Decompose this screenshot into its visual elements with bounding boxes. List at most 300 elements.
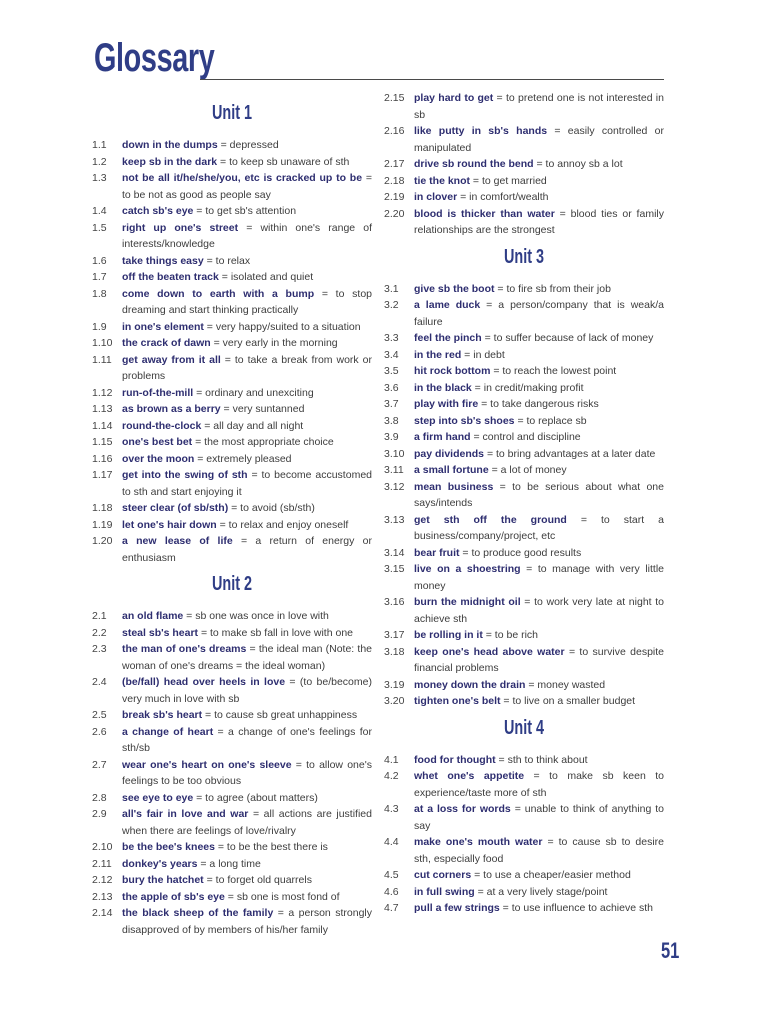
entry-number: 2.13 — [92, 890, 113, 903]
entry-definition: = a person strongly disapproved of by members of his/her family — [122, 907, 373, 936]
glossary-entry — [384, 446, 664, 463]
glossary-entry — [92, 608, 372, 625]
entry-number: 3.12 — [384, 480, 405, 493]
entry-number: 2.4 — [92, 676, 107, 688]
glossary-entry — [384, 479, 664, 512]
entry-text — [414, 281, 664, 298]
entry-number: 4.6 — [384, 885, 399, 898]
glossary-entry — [384, 330, 664, 347]
entry-number: 4.2 — [384, 770, 399, 782]
entry-number: 3.14 — [384, 546, 405, 559]
entry-definition: = to bring advantages at a later date — [484, 447, 656, 460]
glossary-entry — [92, 385, 372, 402]
entry-text — [122, 674, 372, 707]
entry-number: 2.7 — [92, 758, 107, 771]
entry-term: bear fruit — [414, 546, 460, 559]
entry-definition: = to be serious about what one says/intends — [414, 480, 664, 509]
glossary-entry — [92, 319, 372, 336]
entry-definition: = ordinary and unexciting — [193, 386, 314, 399]
entry-text — [122, 418, 372, 435]
glossary-entry — [92, 707, 372, 724]
glossary-entry — [92, 517, 372, 534]
entry-definition: = in debt — [461, 348, 505, 361]
entry-term: at a loss for words — [414, 803, 511, 815]
entry-definition: = within one's range of interests/knowledge — [122, 221, 372, 250]
entry-definition: = extremely pleased — [194, 452, 292, 465]
entry-term: in full swing — [414, 885, 475, 898]
entry-definition: = a person/company that is weak/a failure — [414, 299, 664, 328]
entry-text — [414, 123, 664, 156]
glossary-entry — [384, 281, 664, 298]
entry-term: cut corners — [414, 869, 472, 881]
entry-term: all's fair in love and war — [122, 808, 249, 820]
entry-text — [414, 644, 664, 677]
entry-number: 1.17 — [92, 469, 113, 481]
entry-term: take things easy — [122, 254, 204, 267]
glossary-entry — [384, 644, 664, 677]
entry-definition: = at a very lively stage/point — [474, 885, 608, 898]
entry-definition: = to live on a smaller budget — [500, 695, 636, 707]
entry-term: keep sb in the dark — [122, 155, 218, 168]
glossary-entry — [92, 286, 372, 319]
glossary-entry — [92, 724, 372, 757]
entry-number: 1.6 — [92, 254, 107, 267]
entry-number: 2.11 — [92, 857, 112, 870]
entry-term: catch sb's eye — [122, 205, 194, 217]
glossary-entry — [384, 429, 664, 446]
entry-definition: = to survive despite financial problems — [414, 645, 664, 674]
title-rule — [200, 79, 664, 80]
entry-definition: = to use a cheaper/easier method — [471, 869, 631, 881]
entry-term: the apple of sb's eye — [122, 890, 225, 903]
entry-term: right up one's street — [122, 221, 239, 234]
entry-term: run-of-the-mill — [122, 386, 194, 399]
entry-text — [122, 839, 372, 856]
entry-term: mean business — [414, 480, 494, 493]
glossary-entry — [92, 451, 372, 468]
entry-text — [414, 347, 664, 364]
entry-definition: = very happy/suited to a situation — [203, 320, 361, 333]
entry-term: be rolling in it — [414, 629, 483, 641]
entry-term: the black sheep of the family — [122, 907, 274, 919]
entry-text — [414, 867, 664, 884]
glossary-entry — [384, 396, 664, 413]
entry-text — [414, 189, 664, 206]
glossary-entry — [92, 533, 372, 566]
glossary-entry — [384, 545, 664, 562]
glossary-entry — [384, 297, 664, 330]
entry-number: 2.18 — [384, 174, 405, 187]
entry-text — [122, 137, 372, 154]
glossary-entry — [384, 512, 664, 545]
entry-number: 3.3 — [384, 332, 399, 344]
glossary-entry — [92, 418, 372, 435]
glossary-entry — [92, 500, 372, 517]
entry-definition: = to be rich — [482, 629, 538, 641]
entry-text — [122, 401, 372, 418]
entry-number: 1.14 — [92, 419, 113, 432]
glossary-entry — [384, 189, 664, 206]
entry-definition: = to reach the lowest point — [490, 365, 617, 377]
entry-number: 2.5 — [92, 709, 107, 721]
glossary-entry — [384, 752, 664, 769]
entry-term: in one's element — [122, 320, 204, 333]
entry-term: an old flame — [122, 610, 184, 622]
entry-text — [122, 608, 372, 625]
entry-definition: = to take dangerous risks — [478, 398, 599, 410]
entry-text — [122, 451, 372, 468]
entry-number: 3.6 — [384, 381, 399, 394]
entry-number: 3.2 — [384, 299, 399, 311]
entry-definition: = to avoid (sb/sth) — [228, 502, 315, 514]
glossary-entry — [384, 693, 664, 710]
entry-definition: = to manage with very little money — [414, 563, 664, 592]
entry-definition: = to forget old quarrels — [203, 874, 312, 886]
glossary-entry — [384, 834, 664, 867]
entry-text — [122, 517, 372, 534]
entry-text — [414, 363, 664, 380]
entry-text — [414, 677, 664, 694]
entry-text — [122, 385, 372, 402]
glossary-entry — [384, 462, 664, 479]
glossary-entry — [92, 839, 372, 856]
glossary-entry — [384, 206, 664, 239]
entry-definition: = to keep sb unaware of sth — [217, 155, 350, 168]
entry-definition: = to take a break from work or problems — [122, 353, 373, 382]
entry-term: food for thought — [414, 753, 496, 766]
entry-definition: = to use influence to achieve sth — [499, 902, 653, 914]
entry-term: the crack of dawn — [122, 337, 211, 349]
entry-number: 2.1 — [92, 610, 107, 622]
entry-term: in the black — [414, 381, 472, 394]
entry-number: 2.10 — [92, 841, 113, 853]
entry-text — [414, 297, 664, 330]
entry-number: 1.9 — [92, 320, 107, 333]
entry-number: 1.4 — [92, 205, 107, 217]
entry-definition: = the ideal man (Note: the woman of one's dreams = the ideal woman) — [122, 643, 373, 672]
entry-definition: = to be not as good as people say — [122, 172, 372, 201]
entry-definition: = a change of one's feelings for sth/sb — [122, 725, 372, 754]
entry-number: 1.2 — [92, 155, 107, 168]
entry-term: step into sb's shoes — [414, 414, 515, 427]
entry-text — [122, 533, 372, 566]
entry-text — [414, 693, 664, 710]
entry-text — [122, 905, 372, 938]
entry-term: round-the-clock — [122, 419, 202, 432]
entry-term: steal sb's heart — [122, 626, 199, 639]
glossary-entry — [384, 90, 664, 123]
entry-definition: = very early in the morning — [210, 337, 338, 349]
entry-term: in the red — [414, 348, 462, 361]
entry-number: 4.1 — [384, 753, 399, 766]
glossary-entry — [92, 674, 372, 707]
entry-text — [122, 170, 372, 203]
glossary-entry — [384, 561, 664, 594]
entry-text — [122, 707, 372, 724]
entry-term: tie the knot — [414, 174, 471, 187]
glossary-entry — [384, 867, 664, 884]
entry-number: 3.16 — [384, 596, 405, 608]
entry-definition: = unable to think of anything to say — [414, 803, 665, 832]
glossary-entry — [92, 352, 372, 385]
glossary-column-left — [92, 95, 372, 938]
glossary-entry — [384, 801, 664, 834]
entry-term: a lame duck — [414, 299, 481, 311]
entry-text — [414, 156, 664, 173]
glossary-entry — [384, 884, 664, 901]
glossary-entry — [384, 900, 664, 917]
entry-number: 1.1 — [92, 139, 107, 151]
entry-text — [122, 856, 372, 873]
glossary-entry — [384, 156, 664, 173]
glossary-entry — [92, 269, 372, 286]
entry-term: hit rock bottom — [414, 365, 491, 377]
entry-definition: = blood ties or family relationships are the strongest — [414, 207, 664, 236]
entry-term: off the beaten track — [122, 271, 219, 283]
glossary-column-right — [384, 90, 664, 917]
entry-definition: = to make sb fall in love with one — [198, 626, 354, 639]
entry-number: 1.16 — [92, 452, 113, 465]
unit-heading: Unit 3 — [503, 245, 545, 268]
entry-text — [414, 801, 664, 834]
entry-definition: = to replace sb — [514, 414, 587, 427]
glossary-entry — [92, 757, 372, 790]
entry-text — [122, 352, 372, 385]
entry-number: 2.20 — [384, 207, 405, 220]
entry-text — [122, 790, 372, 807]
entry-number: 2.17 — [384, 158, 405, 170]
entry-definition: = to produce good results — [459, 546, 582, 559]
entry-definition: = to annoy sb a lot — [533, 158, 623, 170]
entry-definition: = to cause sb to desire sth, especially food — [414, 836, 664, 865]
entry-number: 2.14 — [92, 907, 113, 919]
entry-definition: = to relax and enjoy oneself — [216, 518, 349, 531]
entry-number: 2.6 — [92, 725, 107, 738]
entry-text — [414, 627, 664, 644]
entry-number: 2.2 — [92, 626, 107, 639]
entry-term: (be/fall) head over heels in love — [122, 676, 286, 688]
glossary-entry — [92, 170, 372, 203]
glossary-entry — [384, 380, 664, 397]
entry-definition: = all day and all night — [201, 419, 304, 432]
entry-definition: = money wasted — [525, 678, 606, 691]
entry-term: the man of one's dreams — [122, 643, 247, 655]
entry-number: 2.8 — [92, 791, 107, 804]
entry-text — [122, 641, 372, 674]
entry-definition: = to cause sb great unhappiness — [202, 709, 358, 721]
entry-text — [122, 286, 372, 319]
entry-text — [414, 206, 664, 239]
entry-text — [122, 872, 372, 889]
entry-definition: = easily controlled or manipulated — [414, 125, 665, 154]
glossary-entry — [92, 220, 372, 253]
entry-text — [414, 462, 664, 479]
entry-definition: = (to be/become) very much in love with sb — [122, 676, 372, 705]
unit-heading: Unit 4 — [503, 716, 545, 739]
entry-term: as brown as a berry — [122, 403, 221, 415]
entry-term: a small fortune — [414, 464, 489, 476]
entry-text — [122, 154, 372, 171]
entry-number: 3.11 — [384, 464, 404, 476]
entry-text — [414, 545, 664, 562]
entry-text — [414, 900, 664, 917]
entry-number: 2.3 — [92, 643, 107, 655]
entry-number: 3.10 — [384, 447, 405, 460]
entry-text — [122, 889, 372, 906]
entry-term: pay dividends — [414, 447, 485, 460]
entry-number: 3.1 — [384, 282, 399, 295]
entry-term: not be all it/he/she/you, etc is cracked up to be — [122, 172, 363, 184]
entry-text — [122, 319, 372, 336]
glossary-entry — [384, 363, 664, 380]
entry-definition: = to suffer because of lack of money — [481, 332, 654, 344]
entry-text — [122, 724, 372, 757]
entry-term: get sth off the ground — [414, 513, 567, 526]
entry-number: 3.17 — [384, 629, 405, 641]
entry-text — [414, 173, 664, 190]
glossary-entry — [384, 347, 664, 364]
entry-definition: = a long time — [197, 857, 261, 870]
entry-term: make one's mouth water — [414, 836, 543, 848]
entry-definition: = to start a business/company/project, etc — [414, 513, 664, 542]
entry-number: 1.19 — [92, 518, 113, 531]
entry-number: 4.7 — [384, 902, 399, 914]
entry-number: 3.15 — [384, 563, 405, 575]
entry-text — [414, 884, 664, 901]
entry-number: 1.8 — [92, 287, 107, 300]
page-title: Glossary — [94, 36, 215, 80]
entry-number: 3.19 — [384, 678, 405, 691]
glossary-entry — [92, 806, 372, 839]
entry-term: money down the drain — [414, 678, 526, 691]
glossary-entry — [384, 768, 664, 801]
entry-term: feel the pinch — [414, 332, 482, 344]
glossary-entry — [92, 401, 372, 418]
entry-text — [414, 834, 664, 867]
glossary-entry — [92, 434, 372, 451]
entry-text — [414, 752, 664, 769]
glossary-entry — [92, 625, 372, 642]
glossary-entry — [92, 154, 372, 171]
entry-text — [122, 500, 372, 517]
entry-definition: = to fire sb from their job — [494, 282, 611, 295]
glossary-entry — [384, 413, 664, 430]
entry-term: whet one's appetite — [414, 770, 525, 782]
entry-term: come down to earth with a bump — [122, 287, 315, 300]
entry-number: 3.8 — [384, 414, 399, 427]
entry-number: 4.5 — [384, 869, 399, 881]
entry-text — [414, 90, 664, 123]
entry-definition: = sb one is most fond of — [224, 890, 340, 903]
entry-definition: = isolated and quiet — [218, 271, 314, 283]
entry-definition: = the most appropriate choice — [192, 436, 334, 448]
entry-term: like putty in sb's hands — [414, 125, 548, 137]
entry-text — [122, 253, 372, 270]
entry-text — [414, 446, 664, 463]
glossary-entry — [92, 203, 372, 220]
entry-term: drive sb round the bend — [414, 158, 534, 170]
entry-number: 1.15 — [92, 436, 113, 448]
glossary-entry — [92, 790, 372, 807]
entry-number: 2.16 — [384, 125, 405, 137]
entry-text — [122, 220, 372, 253]
entry-text — [122, 806, 372, 839]
entry-text — [122, 757, 372, 790]
entry-number: 1.18 — [92, 502, 113, 514]
glossary-entry — [92, 335, 372, 352]
entry-definition: = to pretend one is not interested in sb — [414, 92, 664, 121]
unit-heading: Unit 1 — [211, 102, 253, 124]
entry-definition: = all actions are justified when there are feelings of love/rivalry — [122, 808, 372, 837]
entry-term: a firm hand — [414, 431, 471, 443]
entry-term: get into the swing of sth — [122, 469, 248, 481]
entry-definition: = depressed — [217, 139, 279, 151]
entry-text — [122, 203, 372, 220]
glossary-entry — [384, 173, 664, 190]
glossary-entry — [92, 253, 372, 270]
entry-definition: = to make sb keen to experience/taste more of sth — [414, 770, 664, 799]
entry-number: 2.12 — [92, 874, 113, 886]
entry-text — [414, 594, 664, 627]
glossary-entry — [384, 594, 664, 627]
entry-term: steer clear (of sb/sth) — [122, 502, 229, 514]
entry-number: 1.3 — [92, 172, 107, 184]
entry-number: 3.5 — [384, 365, 399, 377]
entry-definition: = to become accustomed to sth and start enjoying it — [122, 469, 372, 498]
entry-definition: = in comfort/wealth — [457, 191, 549, 203]
entry-text — [122, 625, 372, 642]
entry-term: see eye to eye — [122, 791, 194, 804]
glossary-entry — [92, 856, 372, 873]
entry-number: 2.19 — [384, 191, 405, 203]
glossary-entry — [384, 677, 664, 694]
entry-number: 3.9 — [384, 431, 399, 443]
entry-text — [414, 561, 664, 594]
entry-definition: = sth to think about — [495, 753, 588, 766]
entry-text — [122, 434, 372, 451]
glossary-entry — [384, 123, 664, 156]
entry-definition: = a lot of money — [488, 464, 567, 476]
entry-text — [414, 479, 664, 512]
glossary-entry — [384, 627, 664, 644]
glossary-entry — [92, 137, 372, 154]
entry-text — [414, 429, 664, 446]
entry-number: 3.4 — [384, 348, 399, 361]
entry-term: a new lease of life — [122, 535, 233, 547]
entry-definition: = to stop dreaming and start thinking practically — [122, 287, 372, 316]
entry-text — [414, 512, 664, 545]
entry-number: 1.5 — [92, 221, 107, 234]
entry-term: one's best bet — [122, 436, 193, 448]
entry-number: 3.20 — [384, 695, 405, 707]
entry-number: 4.4 — [384, 836, 399, 848]
entry-text — [122, 467, 372, 500]
entry-term: play with fire — [414, 398, 479, 410]
glossary-entry — [92, 872, 372, 889]
entry-term: blood is thicker than water — [414, 207, 555, 220]
entry-term: burn the midnight oil — [414, 596, 521, 608]
entry-number: 1.13 — [92, 403, 113, 415]
glossary-entry — [92, 889, 372, 906]
page-number: 51 — [661, 938, 680, 963]
entry-definition: = to agree (about matters) — [193, 791, 318, 804]
entry-number: 3.18 — [384, 645, 405, 658]
glossary-entry — [92, 641, 372, 674]
entry-definition: = to get sb's attention — [193, 205, 297, 217]
entry-number: 1.11 — [92, 353, 112, 366]
entry-text — [414, 396, 664, 413]
entry-number: 2.15 — [384, 92, 405, 104]
